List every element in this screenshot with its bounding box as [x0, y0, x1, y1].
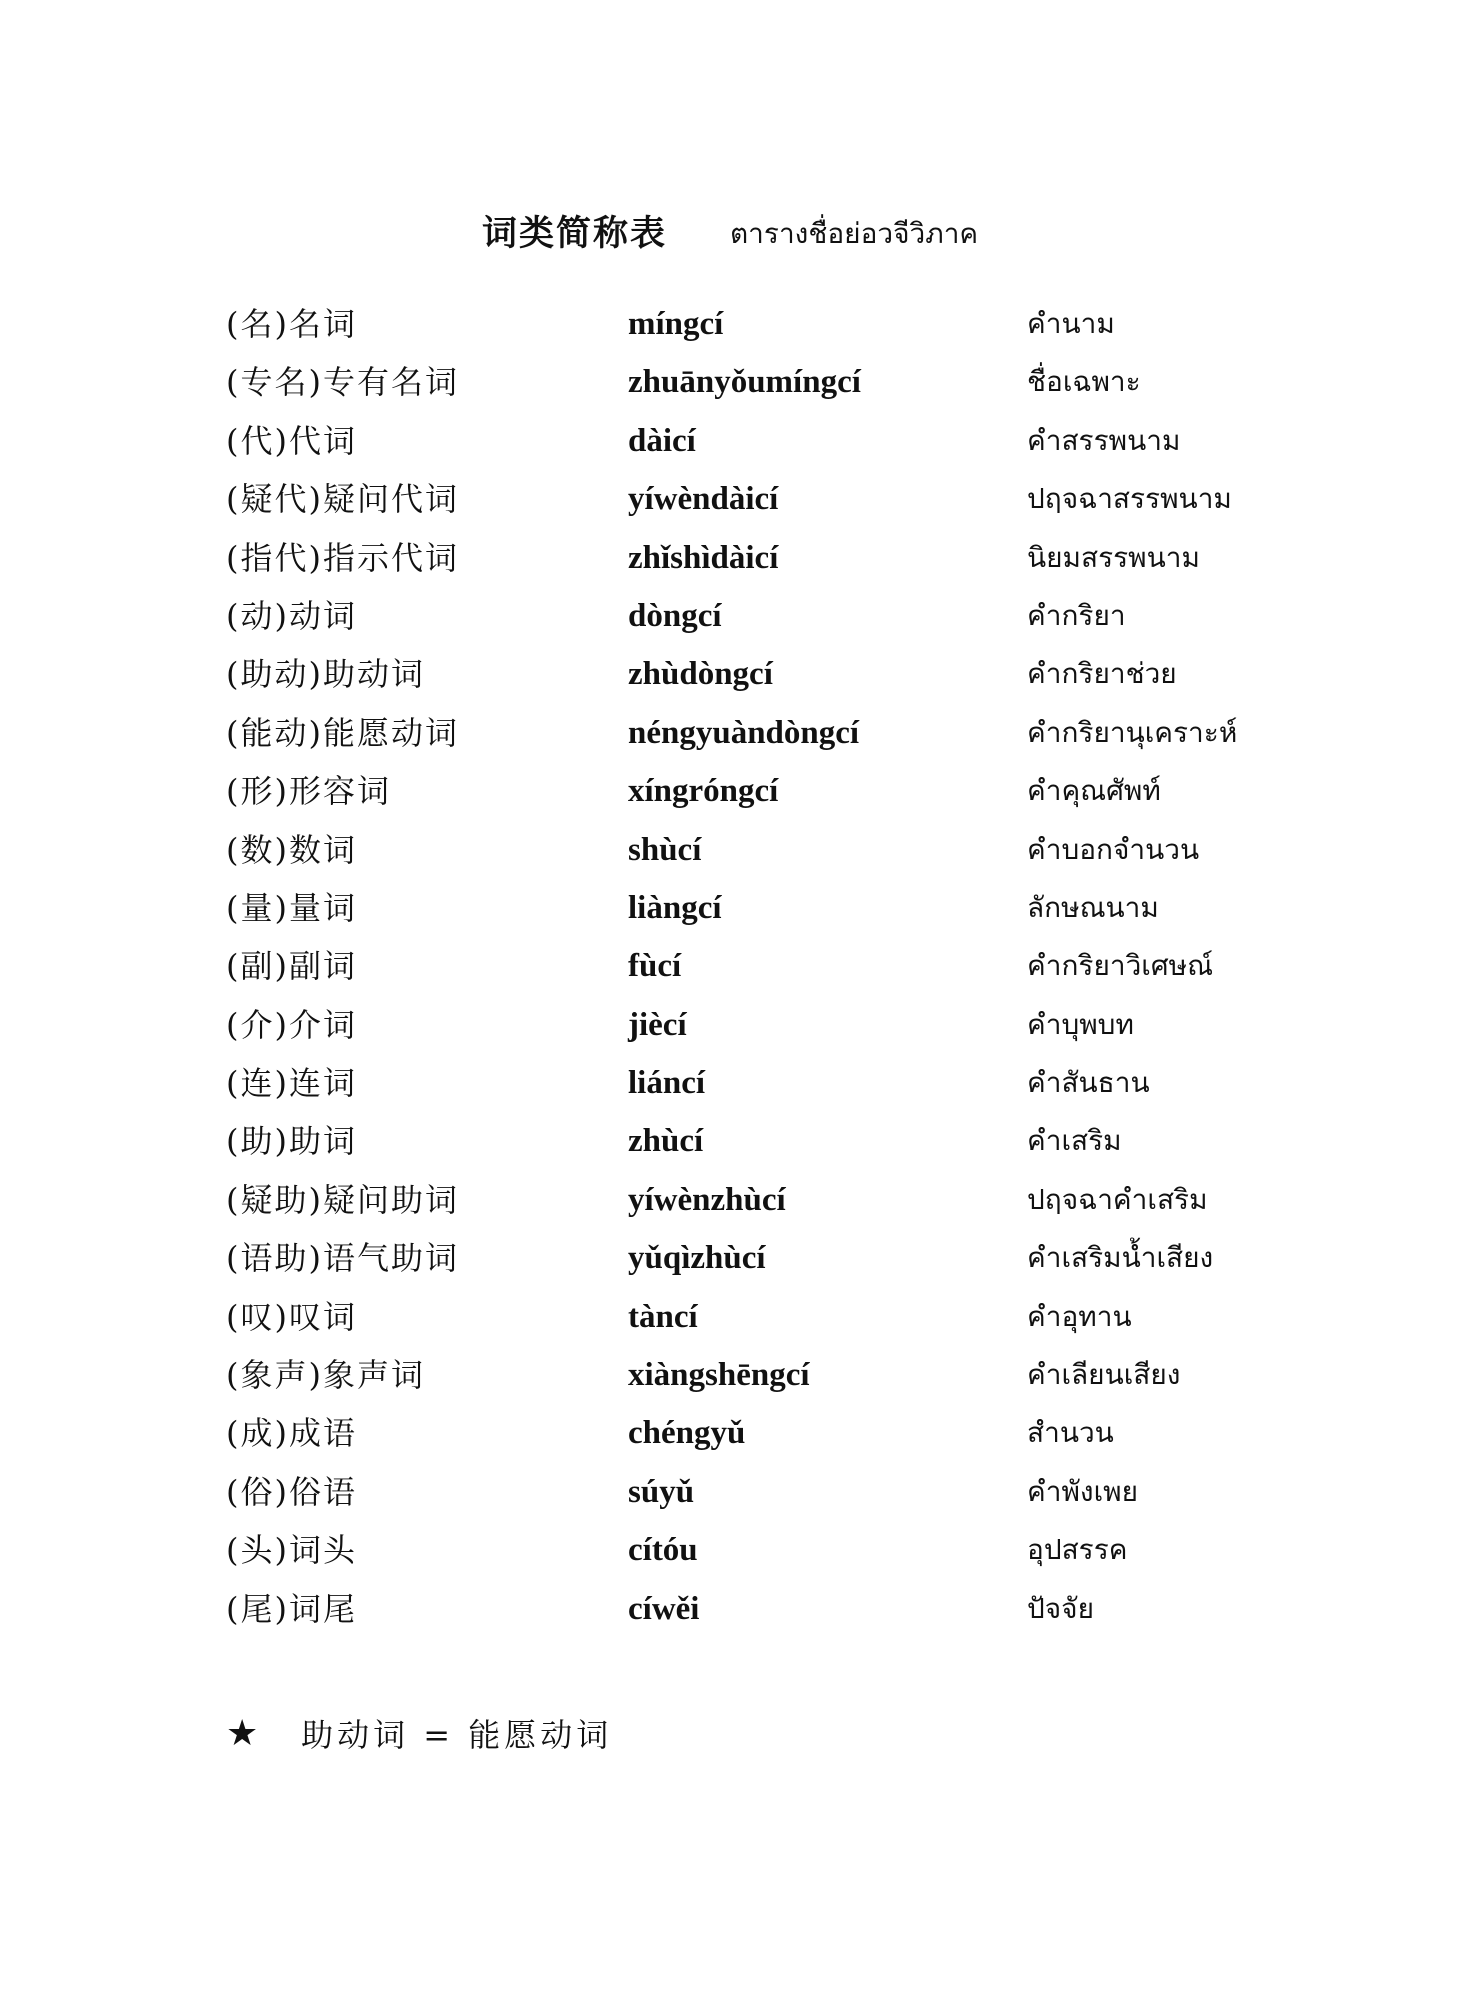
footnote-text: 助动词 = 能愿动词 — [301, 1716, 613, 1754]
table-row — [0, 771, 1461, 829]
pinyin-cell: chéngyǔ — [628, 1415, 746, 1452]
abbreviation-cell: (副)副词 — [226, 947, 357, 986]
table-row — [0, 538, 1461, 596]
abbreviation-cell: (成)成语 — [226, 1414, 357, 1453]
table-row — [0, 596, 1461, 654]
table-row — [0, 1472, 1461, 1530]
abbreviation-cell: (能动)能愿动词 — [226, 713, 459, 752]
pinyin-cell: dòngcí — [628, 597, 722, 634]
thai-cell: คำบุพบท — [1027, 1007, 1134, 1041]
abbreviation-cell: (介)介词 — [226, 1005, 357, 1044]
abbreviation-cell: (疑助)疑问助词 — [226, 1180, 459, 1219]
thai-cell: ลักษณนาม — [1027, 890, 1159, 924]
abbreviation-cell: (连)连词 — [226, 1064, 357, 1103]
pinyin-cell: jiècí — [628, 1006, 687, 1043]
abbreviation-cell: (叹)叹词 — [226, 1297, 357, 1336]
table-row — [0, 421, 1461, 479]
pinyin-cell: yíwènzhùcí — [628, 1181, 786, 1218]
abbreviation-cell: (动)动词 — [226, 596, 357, 635]
thai-cell: คำกริยา — [1027, 598, 1126, 632]
abbreviation-cell: (俗)俗语 — [226, 1472, 357, 1511]
pinyin-cell: tàncí — [628, 1298, 698, 1335]
thai-cell: คำกริยาวิเศษณ์ — [1027, 949, 1214, 983]
pinyin-cell: dàicí — [628, 422, 696, 459]
abbreviation-cell: (数)数词 — [226, 830, 357, 869]
thai-cell: ปฤจฉาสรรพนาม — [1027, 482, 1232, 516]
table-row — [0, 713, 1461, 771]
thai-cell: คำนาม — [1027, 307, 1115, 340]
abbreviation-cell: (尾)词尾 — [226, 1589, 357, 1628]
abbreviation-cell: (语助)语气助词 — [226, 1239, 459, 1278]
thai-cell: ปฤจฉาคำเสริม — [1027, 1182, 1208, 1216]
abbreviation-cell: (名)名词 — [226, 305, 357, 343]
table-row — [0, 1355, 1461, 1413]
table-row — [0, 1530, 1461, 1588]
pinyin-cell: zhuānyǒumíngcí — [628, 364, 861, 401]
table-row — [0, 362, 1461, 420]
thai-cell: สำนวน — [1027, 1416, 1114, 1450]
table-row — [0, 1238, 1461, 1296]
abbreviation-cell: (形)形容词 — [226, 772, 391, 811]
thai-cell: ชื่อเฉพาะ — [1027, 365, 1141, 399]
word-class-table — [0, 304, 1461, 1647]
table-row — [0, 1180, 1461, 1238]
abbreviation-cell: (头)词头 — [226, 1531, 357, 1570]
pinyin-cell: zhùcí — [628, 1123, 704, 1160]
thai-cell: คำเสริม — [1027, 1124, 1122, 1158]
abbreviation-cell: (助动)助动词 — [226, 655, 425, 694]
table-row — [0, 1413, 1461, 1471]
thai-cell: อุปสรรค — [1027, 1533, 1128, 1567]
table-row — [0, 654, 1461, 712]
thai-cell: คำบอกจำนวน — [1027, 832, 1200, 866]
abbreviation-cell: (专名)专有名词 — [226, 363, 459, 402]
table-row — [0, 1121, 1461, 1179]
pinyin-cell: néngyuàndòngcí — [628, 714, 860, 751]
thai-cell: คำสันธาน — [1027, 1066, 1150, 1100]
thai-cell: คำเลียนเสียง — [1027, 1358, 1181, 1392]
pinyin-cell: zhùdòngcí — [628, 656, 773, 693]
thai-cell: คำกริยาช่วย — [1027, 657, 1177, 691]
thai-cell: คำเสริมน้ำเสียง — [1027, 1241, 1214, 1275]
table-row — [0, 1005, 1461, 1063]
abbreviation-cell: (助)助词 — [226, 1122, 357, 1161]
thai-cell: คำกริยานุเคราะห์ — [1027, 715, 1238, 749]
thai-cell: คำสรรพนาม — [1027, 423, 1181, 457]
table-row — [0, 1589, 1461, 1647]
footnote — [226, 1710, 612, 1758]
table-row — [0, 830, 1461, 888]
pinyin-cell: xiàngshēngcí — [628, 1357, 810, 1394]
table-row — [0, 888, 1461, 946]
star-icon: ★ — [226, 1712, 259, 1754]
pinyin-cell: xíngróngcí — [628, 773, 779, 810]
pinyin-cell: zhǐshìdàicí — [628, 539, 779, 576]
title-chinese: 词类简称表 — [482, 214, 668, 254]
pinyin-cell: yíwèndàicí — [628, 481, 779, 518]
abbreviation-cell: (象声)象声词 — [226, 1356, 425, 1395]
table-row — [0, 1297, 1461, 1355]
pinyin-cell: míngcí — [628, 306, 724, 342]
abbreviation-cell: (疑代)疑问代词 — [226, 480, 459, 519]
abbreviation-cell: (指代)指示代词 — [226, 538, 459, 577]
thai-cell: นิยมสรรพนาม — [1027, 540, 1200, 574]
thai-cell: คำอุทาน — [1027, 1299, 1132, 1333]
table-row — [0, 946, 1461, 1004]
abbreviation-cell: (代)代词 — [226, 421, 357, 460]
pinyin-cell: yǔqìzhùcí — [628, 1240, 766, 1277]
title-row — [0, 206, 1461, 262]
abbreviation-cell: (量)量词 — [226, 888, 357, 927]
title-thai: ตารางชื่อย่อวจีวิภาค — [730, 217, 979, 250]
pinyin-cell: súyǔ — [628, 1473, 695, 1510]
table-row — [0, 304, 1461, 362]
pinyin-cell: fùcí — [628, 948, 682, 985]
thai-cell: คำพังเพย — [1027, 1474, 1139, 1508]
pinyin-cell: liáncí — [628, 1065, 706, 1102]
pinyin-cell: liàngcí — [628, 889, 722, 926]
pinyin-cell: cíwěi — [628, 1590, 700, 1627]
pinyin-cell: cítóu — [628, 1532, 698, 1569]
table-row — [0, 479, 1461, 537]
thai-cell: คำคุณศัพท์ — [1027, 774, 1161, 808]
thai-cell: ปัจจัย — [1027, 1591, 1094, 1625]
table-row — [0, 1063, 1461, 1121]
pinyin-cell: shùcí — [628, 831, 702, 868]
